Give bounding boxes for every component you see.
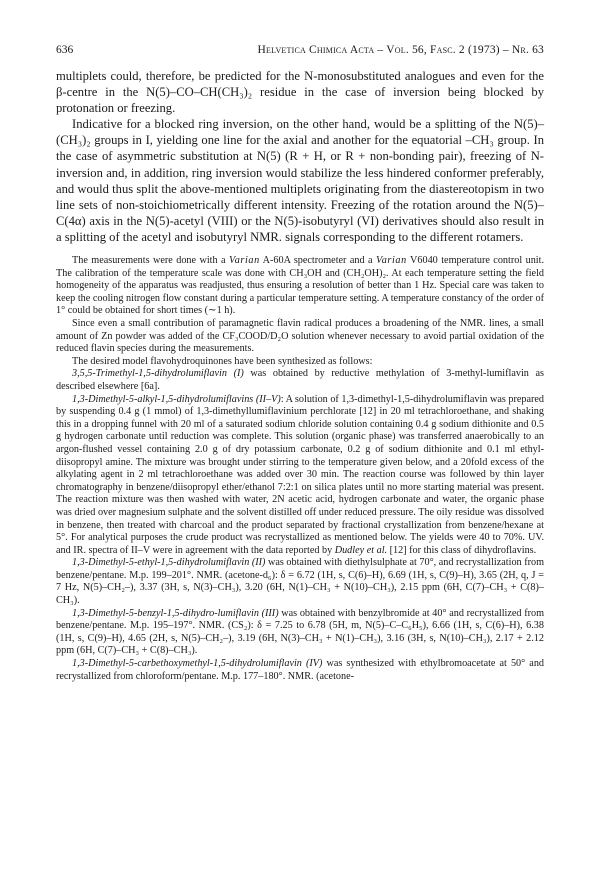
experimental-paragraph-measurements [56,255,544,318]
compound-II-numeral: (II) [251,557,266,569]
paper-page [56,44,544,683]
compound-II-paragraph [56,557,544,607]
main-paragraph-1: multiplets could, therefore, be predicted for the N-monosubstituted analogues and even for the β-centre in the N(5)–CO–CH(CH₃)₂ residue in the case of inversion being blocked by protonation or freezing. [56,69,544,116]
experimental-paragraph-synthesis-intro: The desired model flavohydroquinones have been synthesized as follows: [72,355,373,367]
compounds-II-V-tail: [12] for this class of dihydroflavins. [387,544,537,556]
main-text [56,68,544,245]
compound-I-text: was obtained by reductive methylation of 3-methyl-lumiflavin as described elsewhere [6a]. [56,368,545,392]
experimental-paragraph-zn: Since even a small contribution of paramagnetic flavin radical produces a broadening of the NMR. lines, a small amount of Zn powder was added of the CF₃COOD/D₂O solution whenever necessary to avoid partial oxidation of the reduced flavin species during the measurements. [56,318,544,355]
running-header [56,44,544,56]
compounds-II-V-paragraph [56,394,544,558]
compound-III-numeral: (III) [261,607,279,619]
compound-II-text: was obtained with diethylsulphate at 70°, and recrystallization from benzene/pentane. M.p. 199–201°. NMR. (acetone-d₆): δ = 6.72 (1H, s, C(6)–H), 6.69 (1H, s, C(9)–H), 3.65 (2H, q, J = 7 Hz, N(5)–CH₂–), 3.37 (3H, s, N(3)–CH₃), 3.20 (6H, N(1)–CH₃ + N(10)–CH₃), 2.15 ppm (6H, C(7)–CH₃ + C(8)–CH₃). [56,557,545,607]
compound-IV-numeral: (IV) [306,658,323,670]
measurements-text-a: The measurements were done with a [72,255,229,267]
compound-I-paragraph [56,368,544,393]
compound-I-numeral: (I) [233,368,244,380]
compound-IV-paragraph [56,658,544,683]
compound-II-name: 1,3-Dimethyl-5-ethyl-1,5-dihydrolumiflavin [72,557,250,569]
varian-name-1: Varian [229,255,260,267]
compound-III-paragraph [56,608,544,658]
compound-I-name: 3,5,5-Trimethyl-1,5-dihydrolumiflavin [72,368,227,380]
experimental-section [56,255,544,683]
compounds-II-V-text: : A solution of 1,3-dimethyl-1,5-dihydrolumiflavin was prepared by suspending 0.4 g (1 mmol) of 1,3-dimethyllumiflavinium perchlorate [12] in 20 ml tetrachloroethane, and shaking this in a dropping funnel with 20 ml of a saturated sodium chloride solution containing 0.4 g sodium dithionite and 0.5 g hydrogen carbonate until reduction was complete. This solution (organic phase) was transferred anaerobically to an argon-flushed vessel containing 2.0 g of dry potassium carbonate, 0.2 g of sodium dithionite and 0.1 ml ethyl-diisopropyl amine. The mixture was brought under stirring to the temperature given below, and a 20fold excess of the alkylating agent in 2 ml tetrachloroethane was added over 30 min. The reaction course was followed by thin layer chromatography in benzene/diisopropyl ether/ethanol 7:2:1 on silica plates until no more starting material was present. The reaction mixture was then washed with water, 2N acetic acid, hydrogen carbonate and water, the organic phase was dried over magnesium sulphate and the solvent distilled off under reduced pressure. The oily residue was dissolved in benzene, then treated with charcoal and the product separated by fractional crystallization from benzene/hexane at 5°. For analytical purposes the crude product was recrystallized as mentioned below. The yields were 40 to 70%. UV. and IR. spectra of II–V were in agreement with the data reported by [56,393,545,556]
page-number: 636 [56,44,74,56]
measurements-text-b: A-60A spectrometer and a [259,255,376,267]
journal-line: Helvetica Chimica Acta – Vol. 56, Fasc. 2 (1973) – Nr. 63 [257,44,544,56]
main-paragraph-2: Indicative for a blocked ring inversion, on the other hand, would be a splitting of the N(5)–(CH₃)₂ groups in I, yielding one line for the axial and another for the equatorial –CH₃ group. In the case of asymmetric substitution at N(5) (R + H, or R + non-bonding pair), freezing of N-inversion and, in addition, ring inversion would stabilize the less hindered conformer preferably, and would thus split the above-mentioned multiplets originating from the diastereotopism in two line sets of non-stoichiometrically different intensity. Freezing of the rotation around the N(5)–C(4α) axis in the N(5)-acetyl (VIII) or the N(5)-isobutyryl (VI) derivatives should also result in a splitting of the acetyl and isobutyryl NMR. signals corresponding to the different rotamers. [56,117,544,244]
compound-III-name: 1,3-Dimethyl-5-benzyl-1,5-dihydro-lumiflavin [72,607,259,619]
author-citation: Dudley et al. [334,544,388,556]
varian-name-2: Varian [376,255,407,267]
compounds-II-V-numeral: (II–V) [255,393,281,405]
compounds-II-V-name: 1,3-Dimethyl-5-alkyl-1,5-dihydrolumiflavins [72,393,254,405]
compound-IV-name: 1,3-Dimethyl-5-carbethoxymethyl-1,5-dihydrolumiflavin [72,658,302,670]
compound-III-text: was obtained with benzylbromide at 40° and recrystallized from benzene/pentane. M.p. 195–197°. NMR. (CS₂): δ = 7.25 to 6.78 (5H, m, N(5)–C–C₆H₅), 6.66 (1H, s, C(6)–H), 6.38 (1H, s, C(9)–H), 4.65 (2H, s, N(5)–CH₂–), 3.19 (6H, N(3)–CH₃ + N(1)–CH₃), 3.16 (3H, s, N(10)–CH₃), 2.17 + 2.12 ppm (6H, C(7)–CH₃ + C(8)–CH₃). [56,607,544,657]
measurements-text-c: V6040 temperature control unit. The calibration of the temperature scale was done with CH₃OH and (CH₂OH)₂. At each temperature setting the field homogeneity of the apparatus was readjusted, thus ensuring a resolution of better than 1 Hz. Special care was taken to keep the cooling nitrogen flow constant during a particular temperature setting. A temperature constancy of the order of 1° could be obtained for short times (∼1 h). [56,255,544,317]
compound-IV-text: was synthesized with ethylbromoacetate at 50° and recrystallized from chloroform/pentane. M.p. 177–180°. NMR. (acetone- [56,658,545,682]
